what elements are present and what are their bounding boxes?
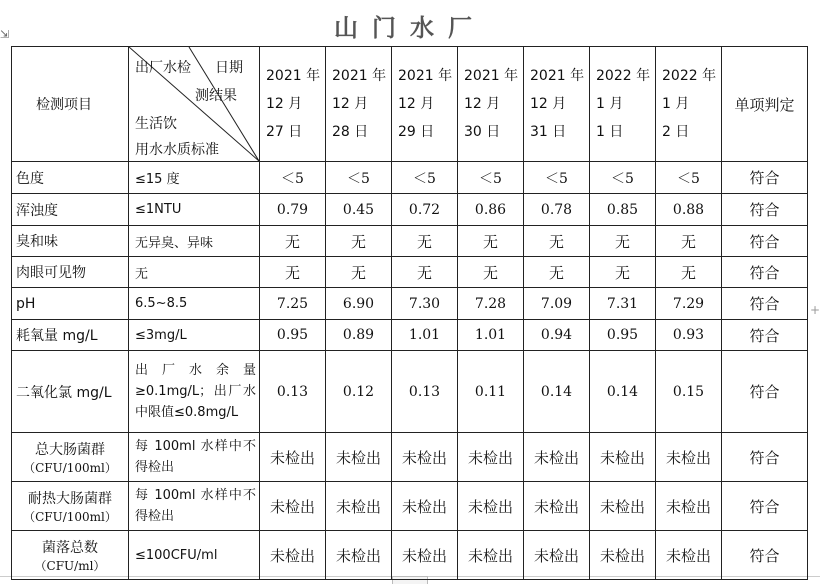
- row-value-day-7: 0.93: [656, 320, 722, 351]
- header-date-5: 2021 年 12 月 31 日: [524, 47, 590, 162]
- row-judge: 符合: [722, 226, 808, 257]
- row-item-unit: （CFU/100ml）: [23, 460, 117, 475]
- row-judge: 符合: [722, 320, 808, 351]
- row-value-day-1: 0.95: [260, 320, 326, 351]
- row-value-day-6: 7.31: [590, 288, 656, 320]
- row-value-day-2: 无: [326, 226, 392, 257]
- table-row: [12, 531, 808, 580]
- row-value-day-3: 0.72: [392, 194, 458, 226]
- row-value-day-2: 0.89: [326, 320, 392, 351]
- header-item-label: 检测项目: [12, 47, 129, 162]
- row-judge: 符合: [722, 433, 808, 482]
- row-judge: 符合: [722, 482, 808, 531]
- row-value-day-5: 7.09: [524, 288, 590, 320]
- water-quality-table: [11, 46, 808, 580]
- header-row: [12, 47, 808, 162]
- row-value-day-5: 未检出: [524, 531, 590, 580]
- row-item-label: [12, 531, 129, 580]
- row-value-day-2: 6.90: [326, 288, 392, 320]
- row-value-day-4: 未检出: [458, 482, 524, 531]
- row-value-day-4: ＜5: [458, 162, 524, 194]
- row-standard: ≤15 度: [129, 162, 260, 194]
- page-title: 山门水厂: [334, 14, 486, 42]
- row-value-day-1: 未检出: [260, 531, 326, 580]
- row-item-label: [12, 433, 129, 482]
- row-value-day-5: ＜5: [524, 162, 590, 194]
- row-item-label: 浑浊度: [12, 194, 129, 226]
- row-value-day-3: ＜5: [392, 162, 458, 194]
- row-value-day-5: 未检出: [524, 433, 590, 482]
- row-value-day-7: 0.88: [656, 194, 722, 226]
- row-value-day-6: 未检出: [590, 433, 656, 482]
- table-row: [12, 351, 808, 433]
- row-value-day-6: ＜5: [590, 162, 656, 194]
- row-value-day-3: 0.13: [392, 351, 458, 433]
- row-standard: 出厂水余量≥0.1mg/L；出厂水中限值≤0.8mg/L: [129, 351, 260, 433]
- row-standard: ≤1NTU: [129, 194, 260, 226]
- table-row: [12, 320, 808, 351]
- row-value-day-1: 无: [260, 257, 326, 288]
- row-value-day-1: 7.25: [260, 288, 326, 320]
- row-value-day-3: 未检出: [392, 482, 458, 531]
- row-value-day-1: ＜5: [260, 162, 326, 194]
- row-item-label: 色度: [12, 162, 129, 194]
- header-date-4: 2021 年 12 月 30 日: [458, 47, 524, 162]
- row-value-day-7: 7.29: [656, 288, 722, 320]
- table-row: [12, 433, 808, 482]
- header-diag-top-a: 出厂水检: [135, 60, 191, 76]
- row-value-day-4: 未检出: [458, 433, 524, 482]
- row-value-day-6: 0.85: [590, 194, 656, 226]
- row-value-day-2: 未检出: [326, 531, 392, 580]
- row-standard: 每 100ml 水样中不得检出: [129, 482, 260, 531]
- header-diag-top-b: 日期: [215, 60, 243, 76]
- header-diagonal-cell: [129, 47, 260, 162]
- row-item-name: 耐热大肠菌群: [28, 490, 112, 507]
- row-value-day-1: 0.13: [260, 351, 326, 433]
- row-value-day-3: 1.01: [392, 320, 458, 351]
- header-diag-bot-b: 用水水质标准: [135, 142, 219, 158]
- row-value-day-7: ＜5: [656, 162, 722, 194]
- row-value-day-2: 0.45: [326, 194, 392, 226]
- row-add-icon[interactable]: +: [809, 303, 820, 317]
- row-value-day-2: 0.12: [326, 351, 392, 433]
- header-date-7: 2022 年 1 月 2 日: [656, 47, 722, 162]
- row-value-day-4: 0.11: [458, 351, 524, 433]
- row-judge: 符合: [722, 351, 808, 433]
- row-judge: 符合: [722, 162, 808, 194]
- row-value-day-2: 未检出: [326, 482, 392, 531]
- row-value-day-5: 0.94: [524, 320, 590, 351]
- row-standard: 6.5~8.5: [129, 288, 260, 320]
- row-value-day-6: 未检出: [590, 531, 656, 580]
- row-value-day-4: 未检出: [458, 531, 524, 580]
- header-date-1: 2021 年 12 月 27 日: [260, 47, 326, 162]
- row-item-label: 肉眼可见物: [12, 257, 129, 288]
- table-row: [12, 226, 808, 257]
- row-value-day-6: 无: [590, 226, 656, 257]
- row-value-day-4: 无: [458, 226, 524, 257]
- row-item-label: pH: [12, 288, 129, 320]
- header-date-3: 2021 年 12 月 29 日: [392, 47, 458, 162]
- table-row: [12, 194, 808, 226]
- row-item-label: [12, 482, 129, 531]
- row-item-unit: （CFU/100ml）: [23, 509, 117, 524]
- row-value-day-2: 无: [326, 257, 392, 288]
- row-item-name: 总大肠菌群: [35, 441, 105, 458]
- row-value-day-5: 无: [524, 257, 590, 288]
- row-value-day-4: 1.01: [458, 320, 524, 351]
- table-row: [12, 162, 808, 194]
- row-standard: 每 100ml 水样中不得检出: [129, 433, 260, 482]
- row-item-label: 二氧化氯 mg/L: [12, 351, 129, 433]
- row-standard: ≤100CFU/ml: [129, 531, 260, 580]
- row-value-day-4: 0.86: [458, 194, 524, 226]
- row-value-day-3: 7.30: [392, 288, 458, 320]
- row-value-day-6: 0.95: [590, 320, 656, 351]
- row-value-day-7: 无: [656, 226, 722, 257]
- row-judge: 符合: [722, 531, 808, 580]
- row-value-day-3: 未检出: [392, 531, 458, 580]
- row-value-day-1: 未检出: [260, 433, 326, 482]
- row-value-day-6: 无: [590, 257, 656, 288]
- row-value-day-1: 无: [260, 226, 326, 257]
- row-value-day-3: 未检出: [392, 433, 458, 482]
- row-item-label: 臭和味: [12, 226, 129, 257]
- row-value-day-7: 无: [656, 257, 722, 288]
- row-value-day-7: 0.15: [656, 351, 722, 433]
- header-judge-label: 单项判定: [722, 47, 808, 162]
- table-row: [12, 257, 808, 288]
- header-date-2: 2021 年 12 月 28 日: [326, 47, 392, 162]
- row-value-day-2: 未检出: [326, 433, 392, 482]
- table-row: [12, 288, 808, 320]
- row-value-day-7: 未检出: [656, 433, 722, 482]
- row-item-unit: （CFU/ml）: [34, 558, 106, 573]
- row-judge: 符合: [722, 288, 808, 320]
- table-move-handle-icon[interactable]: ⇲: [0, 28, 10, 41]
- row-item-name: 菌落总数: [42, 539, 98, 556]
- row-item-label: 耗氧量 mg/L: [12, 320, 129, 351]
- row-value-day-7: 未检出: [656, 531, 722, 580]
- row-value-day-6: 0.14: [590, 351, 656, 433]
- row-value-day-5: 0.14: [524, 351, 590, 433]
- row-value-day-1: 0.79: [260, 194, 326, 226]
- row-value-day-5: 未检出: [524, 482, 590, 531]
- table-row: [12, 482, 808, 531]
- header-diag-mid: 测结果: [195, 88, 237, 104]
- row-value-day-3: 无: [392, 226, 458, 257]
- row-standard: 无异臭、异味: [129, 226, 260, 257]
- row-value-day-3: 无: [392, 257, 458, 288]
- header-diag-bot-a: 生活饮: [135, 116, 177, 132]
- row-value-day-2: ＜5: [326, 162, 392, 194]
- row-value-day-5: 0.78: [524, 194, 590, 226]
- row-value-day-4: 7.28: [458, 288, 524, 320]
- row-value-day-4: 无: [458, 257, 524, 288]
- row-judge: 符合: [722, 194, 808, 226]
- row-value-day-6: 未检出: [590, 482, 656, 531]
- row-value-day-7: 未检出: [656, 482, 722, 531]
- row-value-day-1: 未检出: [260, 482, 326, 531]
- row-standard: 无: [129, 257, 260, 288]
- row-standard: ≤3mg/L: [129, 320, 260, 351]
- row-value-day-5: 无: [524, 226, 590, 257]
- header-date-6: 2022 年 1 月 1 日: [590, 47, 656, 162]
- row-judge: 符合: [722, 257, 808, 288]
